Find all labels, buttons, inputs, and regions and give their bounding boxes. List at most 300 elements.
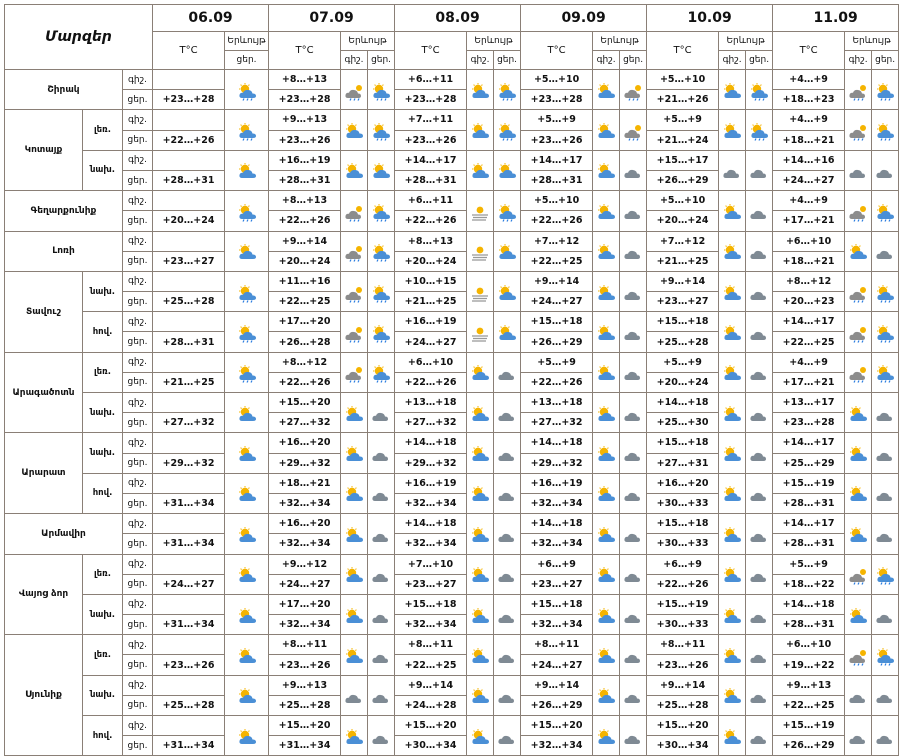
temperature-value: +25…+28	[153, 292, 225, 312]
night-weather-cell	[467, 110, 494, 150]
temperature-value: +29…+32	[153, 453, 225, 473]
temperature-value: +29…+32	[269, 453, 341, 473]
temperature-value: +4…+9	[773, 352, 845, 372]
sun-cloud-icon	[721, 486, 743, 502]
night-weather-cell	[845, 675, 872, 715]
night-weather-cell	[719, 716, 746, 756]
forecast-row	[5, 271, 899, 291]
temperature-value: +16…+19	[521, 473, 593, 493]
day-weather-cell	[746, 473, 773, 513]
cloud-icon	[748, 567, 770, 583]
night-weather-cell	[719, 594, 746, 634]
cloud-icon	[370, 446, 392, 462]
cloud-icon	[370, 608, 392, 624]
day-weather-cell	[494, 473, 521, 513]
time-of-day-label: գիշ.	[123, 433, 153, 453]
weather-icon-cell	[225, 191, 269, 231]
cloud-icon	[496, 688, 518, 704]
night-weather-cell	[593, 635, 620, 675]
regions-header: Մարզեր	[5, 5, 153, 70]
night-weather-cell	[341, 433, 368, 473]
time-of-day-label: ցեր.	[123, 372, 153, 392]
temperature-value	[153, 352, 225, 372]
cloud-icon	[370, 688, 392, 704]
cloud-icon	[748, 648, 770, 664]
forecast-row	[5, 352, 899, 372]
night-weather-cell	[467, 70, 494, 110]
header-dates-row	[5, 5, 899, 32]
sun-cloud-icon	[721, 365, 743, 381]
night-weather-cell	[467, 716, 494, 756]
subregion-name: հով.	[83, 473, 123, 513]
temperature-value: +31…+34	[153, 736, 225, 756]
time-of-day-label: ցեր.	[123, 574, 153, 594]
cloud-icon	[496, 608, 518, 624]
temp-column-header: T°C	[521, 32, 593, 70]
temperature-value: +16…+19	[269, 150, 341, 170]
cloud-icon	[748, 163, 770, 179]
sun-cloud-rain-icon	[370, 325, 392, 341]
sun-cloud-icon	[595, 446, 617, 462]
cloud-rain-icon	[343, 244, 365, 260]
cloud-icon	[370, 648, 392, 664]
temperature-value: +25…+28	[153, 695, 225, 715]
temperature-value: +28…+31	[773, 493, 845, 513]
weather-icon-cell	[225, 635, 269, 675]
cloud-rain-icon	[847, 204, 869, 220]
night-weather-cell	[341, 514, 368, 554]
day-weather-cell	[620, 514, 647, 554]
night-weather-cell	[341, 473, 368, 513]
temperature-value: +32…+34	[395, 615, 467, 635]
cloud-icon	[874, 486, 896, 502]
cloud-icon	[847, 163, 869, 179]
cloud-icon	[496, 486, 518, 502]
night-weather-cell	[593, 191, 620, 231]
time-of-day-label: ցեր.	[123, 534, 153, 554]
temperature-value: +5…+10	[521, 191, 593, 211]
night-weather-cell	[719, 271, 746, 311]
temperature-value: +30…+33	[647, 534, 719, 554]
time-of-day-label: ցեր.	[123, 90, 153, 110]
region-name: Վայոց ձոր	[5, 554, 83, 635]
day-weather-cell	[872, 231, 899, 271]
time-of-day-label: գիշ.	[123, 514, 153, 534]
temperature-value: +28…+31	[773, 615, 845, 635]
day-weather-cell	[872, 433, 899, 473]
temperature-value: +22…+26	[647, 574, 719, 594]
cloud-icon	[874, 729, 896, 745]
cloud-rain-icon	[343, 325, 365, 341]
day-weather-cell	[746, 393, 773, 433]
sun-cloud-icon	[595, 244, 617, 260]
temperature-value: +6…+10	[395, 352, 467, 372]
cloud-rain-icon	[622, 123, 644, 139]
forecast-row	[5, 675, 899, 695]
night-weather-cell	[467, 514, 494, 554]
fog-icon	[469, 325, 491, 341]
cloud-icon	[748, 244, 770, 260]
sun-cloud-icon	[469, 406, 491, 422]
forecast-table-wrapper	[4, 4, 899, 756]
day-weather-cell	[494, 675, 521, 715]
date-header: 09.09	[521, 5, 647, 32]
temperature-value: +8…+11	[395, 635, 467, 655]
temperature-value: +15…+19	[647, 594, 719, 614]
day-weather-cell	[494, 393, 521, 433]
sun-cloud-icon	[469, 446, 491, 462]
sun-cloud-icon	[370, 163, 392, 179]
temperature-value: +30…+34	[647, 736, 719, 756]
date-header: 08.09	[395, 5, 521, 32]
temperature-value: +21…+25	[153, 372, 225, 392]
temperature-value: +14…+18	[521, 433, 593, 453]
day-weather-cell	[620, 231, 647, 271]
temperature-value: +18…+21	[773, 130, 845, 150]
cloud-icon	[370, 527, 392, 543]
cloud-rain-icon	[847, 325, 869, 341]
subregion-name: նախ.	[83, 675, 123, 715]
day-weather-cell	[368, 271, 395, 311]
temperature-value: +23…+27	[647, 292, 719, 312]
cloud-icon	[748, 688, 770, 704]
day-column-header: ցեր.	[225, 51, 269, 70]
temperature-value: +21…+26	[647, 90, 719, 110]
temperature-value: +18…+22	[773, 574, 845, 594]
night-weather-cell	[845, 191, 872, 231]
sun-cloud-rain-icon	[370, 285, 392, 301]
cloud-icon	[748, 365, 770, 381]
sun-cloud-icon	[469, 163, 491, 179]
night-weather-cell	[341, 231, 368, 271]
forecast-row	[5, 191, 899, 211]
sun-cloud-icon	[236, 446, 258, 462]
time-of-day-label: գիշ.	[123, 594, 153, 614]
temperature-value: +23…+28	[773, 413, 845, 433]
sun-cloud-rain-icon	[370, 83, 392, 99]
sun-cloud-icon	[236, 567, 258, 583]
temperature-value: +9…+14	[395, 675, 467, 695]
temperature-value: +20…+24	[395, 251, 467, 271]
temperature-value	[153, 191, 225, 211]
cloud-rain-icon	[847, 285, 869, 301]
region-name: Արմավիր	[5, 514, 123, 554]
day-weather-cell	[620, 473, 647, 513]
temperature-value: +24…+27	[773, 170, 845, 190]
day-weather-cell	[746, 352, 773, 392]
weather-icon-cell	[225, 716, 269, 756]
temperature-value: +15…+20	[395, 716, 467, 736]
sun-cloud-icon	[595, 325, 617, 341]
weather-icon-cell	[225, 312, 269, 352]
temperature-value: +31…+34	[153, 615, 225, 635]
sun-cloud-rain-icon	[370, 244, 392, 260]
sun-cloud-icon	[847, 446, 869, 462]
night-weather-cell	[341, 635, 368, 675]
day-column-header: ցեր.	[494, 51, 521, 70]
sun-cloud-icon	[721, 204, 743, 220]
forecast-row	[5, 393, 899, 413]
temperature-value: +8…+13	[269, 70, 341, 90]
temperature-value: +13…+18	[395, 393, 467, 413]
night-weather-cell	[341, 191, 368, 231]
phenomenon-column-header: Երևույթ	[845, 32, 899, 51]
sun-cloud-rain-icon	[236, 285, 258, 301]
night-weather-cell	[341, 110, 368, 150]
day-weather-cell	[746, 231, 773, 271]
temperature-value	[153, 675, 225, 695]
forecast-row	[5, 433, 899, 453]
temperature-value: +10…+15	[395, 271, 467, 291]
temperature-value: +32…+34	[521, 615, 593, 635]
temperature-value: +28…+31	[153, 170, 225, 190]
night-weather-cell	[593, 110, 620, 150]
temperature-value: +14…+17	[773, 433, 845, 453]
day-weather-cell	[746, 110, 773, 150]
night-weather-cell	[593, 312, 620, 352]
temperature-value	[153, 433, 225, 453]
temperature-value: +6…+10	[773, 231, 845, 251]
time-of-day-label: գիշ.	[123, 393, 153, 413]
cloud-icon	[496, 406, 518, 422]
temperature-value: +15…+20	[647, 716, 719, 736]
temperature-value: +5…+10	[647, 70, 719, 90]
night-weather-cell	[845, 473, 872, 513]
night-weather-cell	[467, 433, 494, 473]
subregion-name: հով.	[83, 312, 123, 352]
temperature-value: +15…+18	[647, 312, 719, 332]
sun-cloud-rain-icon	[874, 325, 896, 341]
time-of-day-label: ցեր.	[123, 413, 153, 433]
temperature-value: +14…+18	[521, 514, 593, 534]
day-weather-cell	[872, 675, 899, 715]
sun-cloud-icon	[721, 729, 743, 745]
cloud-icon	[496, 527, 518, 543]
sun-cloud-icon	[343, 729, 365, 745]
forecast-row	[5, 635, 899, 655]
night-weather-cell	[719, 675, 746, 715]
temperature-value: +23…+27	[395, 574, 467, 594]
day-weather-cell	[746, 271, 773, 311]
temperature-value: +13…+18	[521, 393, 593, 413]
day-weather-cell	[620, 433, 647, 473]
sun-cloud-icon	[469, 123, 491, 139]
temperature-value: +11…+16	[269, 271, 341, 291]
time-of-day-label: ցեր.	[123, 695, 153, 715]
temperature-value: +22…+25	[773, 695, 845, 715]
temperature-value: +29…+32	[395, 453, 467, 473]
sun-cloud-icon	[721, 123, 743, 139]
temperature-value: +20…+23	[773, 292, 845, 312]
temperature-value: +30…+34	[395, 736, 467, 756]
temperature-value: +15…+20	[521, 716, 593, 736]
day-weather-cell	[872, 635, 899, 675]
time-of-day-label: գիշ.	[123, 716, 153, 736]
cloud-icon	[874, 608, 896, 624]
night-weather-cell	[719, 635, 746, 675]
temperature-value: +30…+33	[647, 615, 719, 635]
subregion-name: լեռ.	[83, 352, 123, 392]
night-weather-cell	[341, 716, 368, 756]
temperature-value: +22…+25	[395, 655, 467, 675]
temperature-value: +8…+11	[647, 635, 719, 655]
region-name: Կոտայք	[5, 110, 83, 191]
temperature-value: +16…+20	[269, 433, 341, 453]
region-name: Լոռի	[5, 231, 123, 271]
cloud-rain-icon	[343, 204, 365, 220]
temperature-value: +8…+12	[773, 271, 845, 291]
sun-cloud-icon	[595, 83, 617, 99]
cloud-icon	[847, 729, 869, 745]
temperature-value: +24…+27	[395, 332, 467, 352]
night-weather-cell	[719, 312, 746, 352]
day-weather-cell	[368, 352, 395, 392]
day-weather-cell	[746, 594, 773, 634]
day-weather-cell	[620, 635, 647, 675]
cloud-icon	[622, 688, 644, 704]
temperature-value: +16…+20	[269, 514, 341, 534]
sun-cloud-icon	[847, 608, 869, 624]
day-weather-cell	[746, 514, 773, 554]
sun-cloud-icon	[236, 163, 258, 179]
temperature-value: +25…+28	[647, 332, 719, 352]
night-weather-cell	[467, 635, 494, 675]
temperature-value: +14…+18	[395, 433, 467, 453]
time-of-day-label: գիշ.	[123, 150, 153, 170]
sun-cloud-icon	[721, 325, 743, 341]
night-weather-cell	[467, 352, 494, 392]
day-weather-cell	[872, 110, 899, 150]
date-header: 10.09	[647, 5, 773, 32]
forecast-row	[5, 110, 899, 130]
temperature-value: +21…+25	[395, 292, 467, 312]
night-weather-cell	[341, 554, 368, 594]
temperature-value: +9…+13	[269, 110, 341, 130]
day-weather-cell	[620, 716, 647, 756]
temp-column-header: T°C	[153, 32, 225, 70]
temperature-value: +22…+25	[269, 292, 341, 312]
temperature-value: +24…+27	[269, 574, 341, 594]
sun-cloud-icon	[469, 608, 491, 624]
temperature-value: +22…+26	[153, 130, 225, 150]
night-column-header: գիշ.	[845, 51, 872, 70]
day-weather-cell	[368, 635, 395, 675]
day-weather-cell	[368, 433, 395, 473]
night-weather-cell	[467, 231, 494, 271]
temperature-value: +9…+14	[521, 675, 593, 695]
day-column-header: ցեր.	[368, 51, 395, 70]
temperature-value: +18…+21	[773, 251, 845, 271]
cloud-icon	[622, 527, 644, 543]
temperature-value: +24…+27	[153, 574, 225, 594]
sun-cloud-icon	[721, 244, 743, 260]
sun-cloud-icon	[595, 527, 617, 543]
temperature-value: +16…+19	[395, 312, 467, 332]
cloud-icon	[622, 446, 644, 462]
time-of-day-label: ցեր.	[123, 332, 153, 352]
time-of-day-label: գիշ.	[123, 191, 153, 211]
cloud-icon	[622, 204, 644, 220]
subregion-name: նախ.	[83, 271, 123, 311]
temperature-value: +16…+20	[647, 473, 719, 493]
day-weather-cell	[746, 635, 773, 675]
sun-cloud-icon	[721, 608, 743, 624]
temperature-value	[153, 231, 225, 251]
temperature-value: +21…+24	[647, 130, 719, 150]
temperature-value: +20…+24	[647, 372, 719, 392]
sun-cloud-icon	[236, 244, 258, 260]
region-name: Արագածոտն	[5, 352, 83, 433]
temperature-value	[153, 594, 225, 614]
phenomenon-column-header: Երևույթ	[719, 32, 773, 51]
day-weather-cell	[368, 393, 395, 433]
day-weather-cell	[494, 433, 521, 473]
sun-cloud-icon	[721, 406, 743, 422]
cloud-icon	[496, 729, 518, 745]
cloud-icon	[622, 648, 644, 664]
night-weather-cell	[467, 675, 494, 715]
temperature-value: +8…+12	[269, 352, 341, 372]
temperature-value: +23…+27	[153, 251, 225, 271]
night-weather-cell	[719, 473, 746, 513]
temperature-value: +26…+28	[269, 332, 341, 352]
sun-cloud-rain-icon	[874, 365, 896, 381]
night-weather-cell	[719, 231, 746, 271]
time-of-day-label: գիշ.	[123, 271, 153, 291]
forecast-row	[5, 554, 899, 574]
sun-cloud-icon	[721, 527, 743, 543]
temperature-value: +5…+9	[647, 352, 719, 372]
region-name: Տավուշ	[5, 271, 83, 352]
subregion-name: լեռ.	[83, 110, 123, 150]
night-weather-cell	[845, 312, 872, 352]
temperature-value: +18…+23	[773, 90, 845, 110]
temperature-value: +7…+12	[521, 231, 593, 251]
sun-cloud-icon	[595, 648, 617, 664]
sun-cloud-icon	[469, 567, 491, 583]
day-column-header: ցեր.	[746, 51, 773, 70]
temperature-value: +6…+11	[395, 191, 467, 211]
day-weather-cell	[872, 70, 899, 110]
region-name: Արարատ	[5, 433, 83, 514]
date-header: 11.09	[773, 5, 899, 32]
forecast-row	[5, 150, 899, 170]
temperature-value: +14…+18	[773, 594, 845, 614]
temperature-value: +5…+9	[521, 352, 593, 372]
cloud-icon	[874, 244, 896, 260]
cloud-icon	[622, 325, 644, 341]
night-weather-cell	[719, 110, 746, 150]
temperature-value: +22…+26	[269, 372, 341, 392]
sun-cloud-rain-icon	[370, 204, 392, 220]
forecast-row	[5, 514, 899, 534]
temperature-value: +23…+28	[153, 90, 225, 110]
time-of-day-label: ցեր.	[123, 211, 153, 231]
day-weather-cell	[872, 473, 899, 513]
fog-icon	[469, 244, 491, 260]
temperature-value: +19…+22	[773, 655, 845, 675]
sun-cloud-icon	[595, 729, 617, 745]
region-name: Շիրակ	[5, 70, 123, 110]
temperature-value: +6…+11	[395, 70, 467, 90]
temperature-value: +15…+18	[395, 594, 467, 614]
time-of-day-label: ցեր.	[123, 170, 153, 190]
sun-cloud-icon	[721, 285, 743, 301]
day-weather-cell	[872, 271, 899, 311]
night-weather-cell	[467, 594, 494, 634]
temperature-value: +15…+20	[269, 393, 341, 413]
day-weather-cell	[620, 110, 647, 150]
